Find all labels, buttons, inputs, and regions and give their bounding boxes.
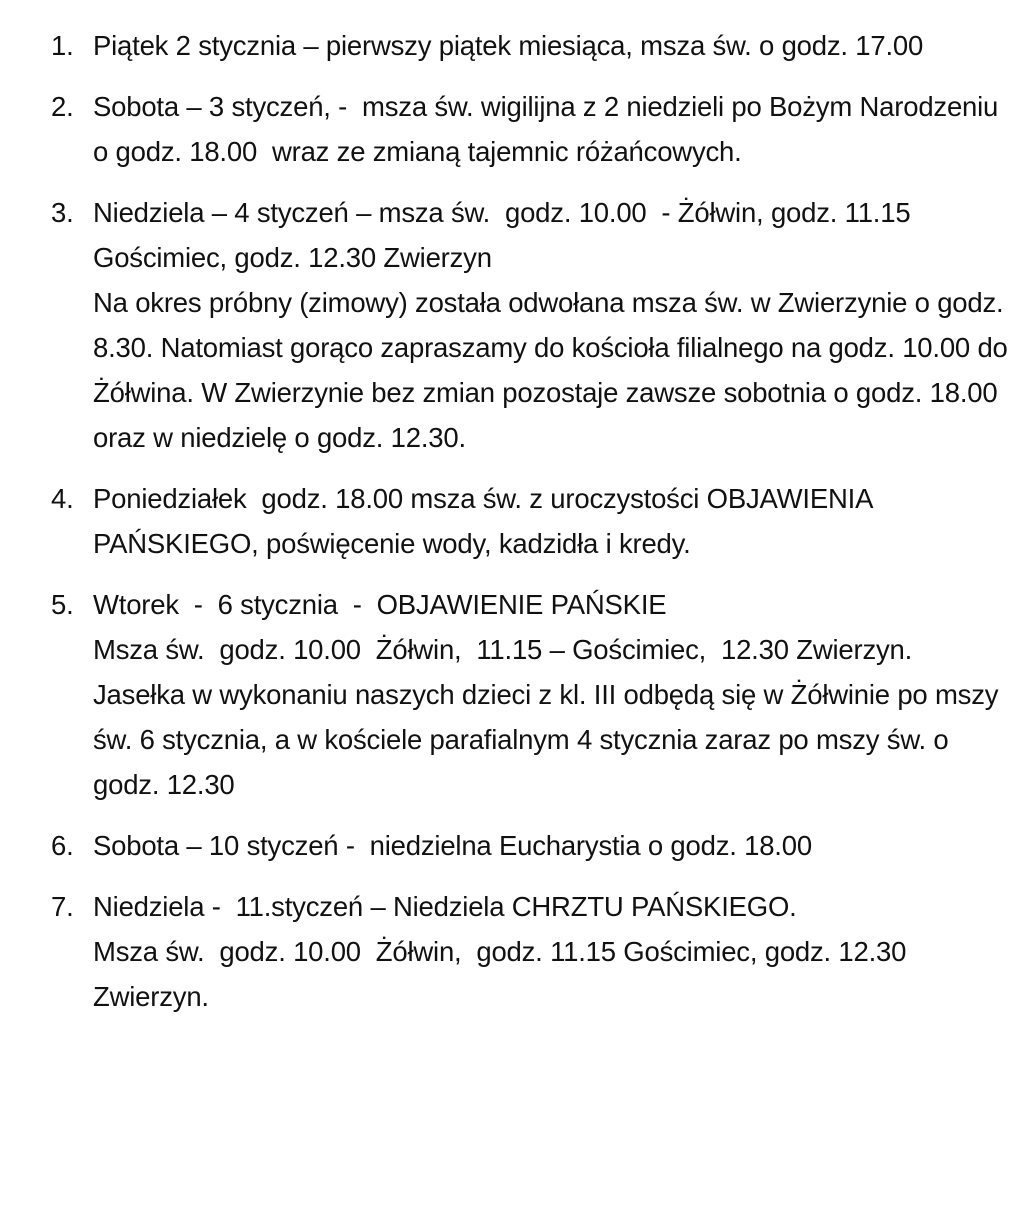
announcement-note: Na okres próbny (zimowy) została odwołana msza św. w Zwierzynie o godz. 8.30. Natomiast gorąco zapraszamy do kościoła filialnego na godz. 10.00 do Żółwina. W Zwierzynie bez zmian pozostaje zawsze sobotnia o godz. 18.00 oraz w niedzielę o godz. 12.30. <box>93 287 1016 453</box>
announcement-text: Wtorek - 6 stycznia - OBJAWIENIE PAŃSKIE <box>93 589 667 620</box>
announcement-text: Sobota – 10 styczeń - niedzielna Eucharystia o godz. 18.00 <box>93 830 812 861</box>
list-number: 2. <box>51 91 74 122</box>
announcement-note: Msza św. godz. 10.00 Żółwin, 11.15 – Gościmiec, 12.30 Zwierzyn. <box>93 634 913 665</box>
announcement-note: Msza św. godz. 10.00 Żółwin, godz. 11.15 Gościmiec, godz. 12.30 Zwierzyn. <box>93 936 914 1012</box>
announcement-item-7 <box>51 884 1018 1019</box>
announcement-item-4 <box>51 476 1018 566</box>
announcement-text: Niedziela - 11.styczeń – Niedziela CHRZTU PAŃSKIEGO. <box>93 891 797 922</box>
announcement-item-3 <box>51 190 1018 460</box>
announcement-item-5 <box>51 582 1018 807</box>
list-number: 3. <box>51 197 74 228</box>
announcement-item-1 <box>51 23 1018 68</box>
announcement-text: Poniedziałek godz. 18.00 msza św. z uroczystości OBJAWIENIA PAŃSKIEGO, poświęcenie wody, kadzidła i kredy. <box>93 483 880 559</box>
list-number: 7. <box>51 891 74 922</box>
announcement-text: Sobota – 3 styczeń, - msza św. wigilijna z 2 niedzieli po Bożym Narodzeniu o godz. 18.00 wraz ze zmianą tajemnic różańcowych. <box>93 91 1006 167</box>
announcement-note: Jasełka w wykonaniu naszych dzieci z kl. III odbędą się w Żółwinie po mszy św. 6 stycznia, a w kościele parafialnym 4 stycznia zaraz po mszy św. o godz. 12.30 <box>93 679 1006 800</box>
list-number: 6. <box>51 830 74 861</box>
announcement-item-2 <box>51 84 1018 174</box>
announcement-text: Piątek 2 stycznia – pierwszy piątek miesiąca, msza św. o godz. 17.00 <box>93 30 924 61</box>
announcement-text: Niedziela – 4 styczeń – msza św. godz. 10.00 - Żółwin, godz. 11.15 Gościmiec, godz. 12.30 Zwierzyn <box>93 197 918 273</box>
announcement-item-6 <box>51 823 1018 868</box>
list-number: 4. <box>51 483 74 514</box>
list-number: 1. <box>51 30 74 61</box>
list-number: 5. <box>51 589 74 620</box>
